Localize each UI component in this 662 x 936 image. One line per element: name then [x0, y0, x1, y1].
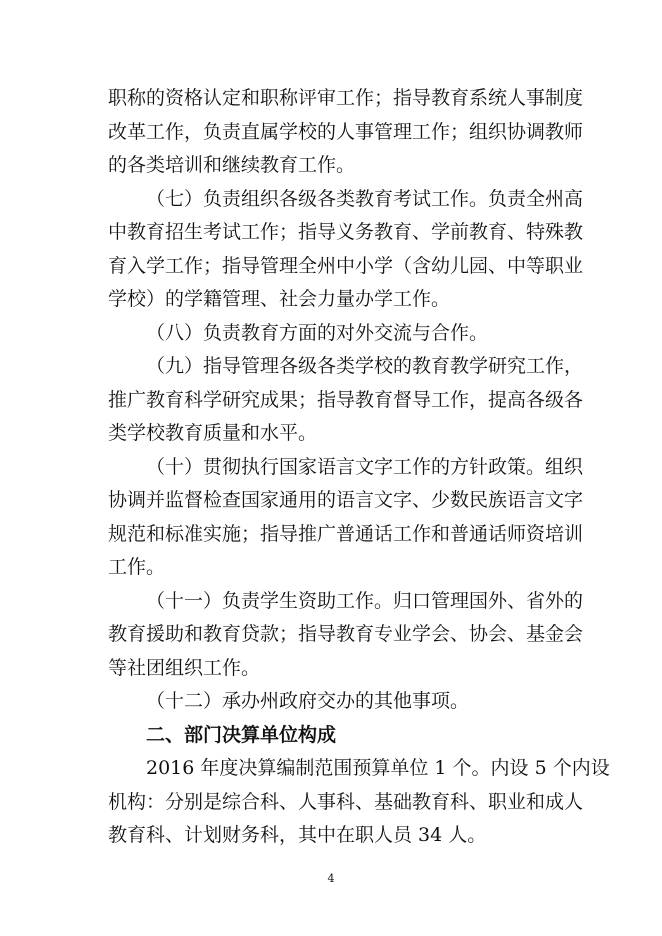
document-body [108, 82, 610, 853]
paragraph-line: 协调并监督检查国家通用的语言文字、少数民族语言文字 [108, 489, 584, 511]
paragraph-line: 育入学工作；指导管理全州中小学（含幼儿园、中等职业 [108, 254, 584, 277]
paragraph-line: 机构：分别是综合科、人事科、基础教育科、职业和成人 [108, 790, 584, 813]
paragraph-line: 职称的资格认定和职称评审工作；指导教育系统人事制度 [108, 87, 584, 109]
paragraph-line: 的各类培训和继续教育工作。 [108, 154, 356, 176]
paragraph-line: 等社团组织工作。 [108, 656, 261, 679]
paragraph-line: 学校）的学籍管理、社会力量办学工作。 [108, 288, 451, 310]
paragraph-line: 类学校教育质量和水平。 [108, 422, 318, 444]
paragraph-line: 改革工作，负责直属学校的人事管理工作；组织协调教师 [108, 120, 584, 143]
paragraph-line: 教育科、计划财务科，其中在职人员 34 人。 [108, 824, 487, 846]
paragraph-line: （九）指导管理各级各类学校的教育教学研究工作， [146, 355, 584, 377]
paragraph-line: 工作。 [108, 556, 166, 578]
page-number: 4 [327, 872, 335, 885]
paragraph-line: 推广教育科学研究成果；指导教育督导工作，提高各级各 [108, 388, 584, 411]
section-heading: 二、部门决算单位构成 [146, 723, 337, 746]
paragraph-line: 中教育招生考试工作；指导义务教育、学前教育、特殊教 [108, 221, 584, 243]
paragraph-line: 规范和标准实施；指导推广普通话工作和普通话师资培训 [108, 522, 584, 545]
paragraph-line: （八）负责教育方面的对外交流与合作。 [146, 321, 489, 344]
paragraph-line: （七）负责组织各级各类教育考试工作。负责全州高 [146, 187, 584, 210]
paragraph-line: 教育援助和教育贷款；指导教育专业学会、协会、基金会 [108, 623, 584, 645]
paragraph-line: （十二）承办州政府交办的其他事项。 [146, 690, 470, 712]
paragraph-line: （十一）负责学生资助工作。归口管理国外、省外的 [146, 589, 584, 612]
paragraph-line: 2016 年度决算编制范围预算单位 1 个。内设 5 个内设 [146, 757, 610, 779]
paragraph-line: （十）贯彻执行国家语言文字工作的方针政策。组织 [146, 455, 584, 478]
